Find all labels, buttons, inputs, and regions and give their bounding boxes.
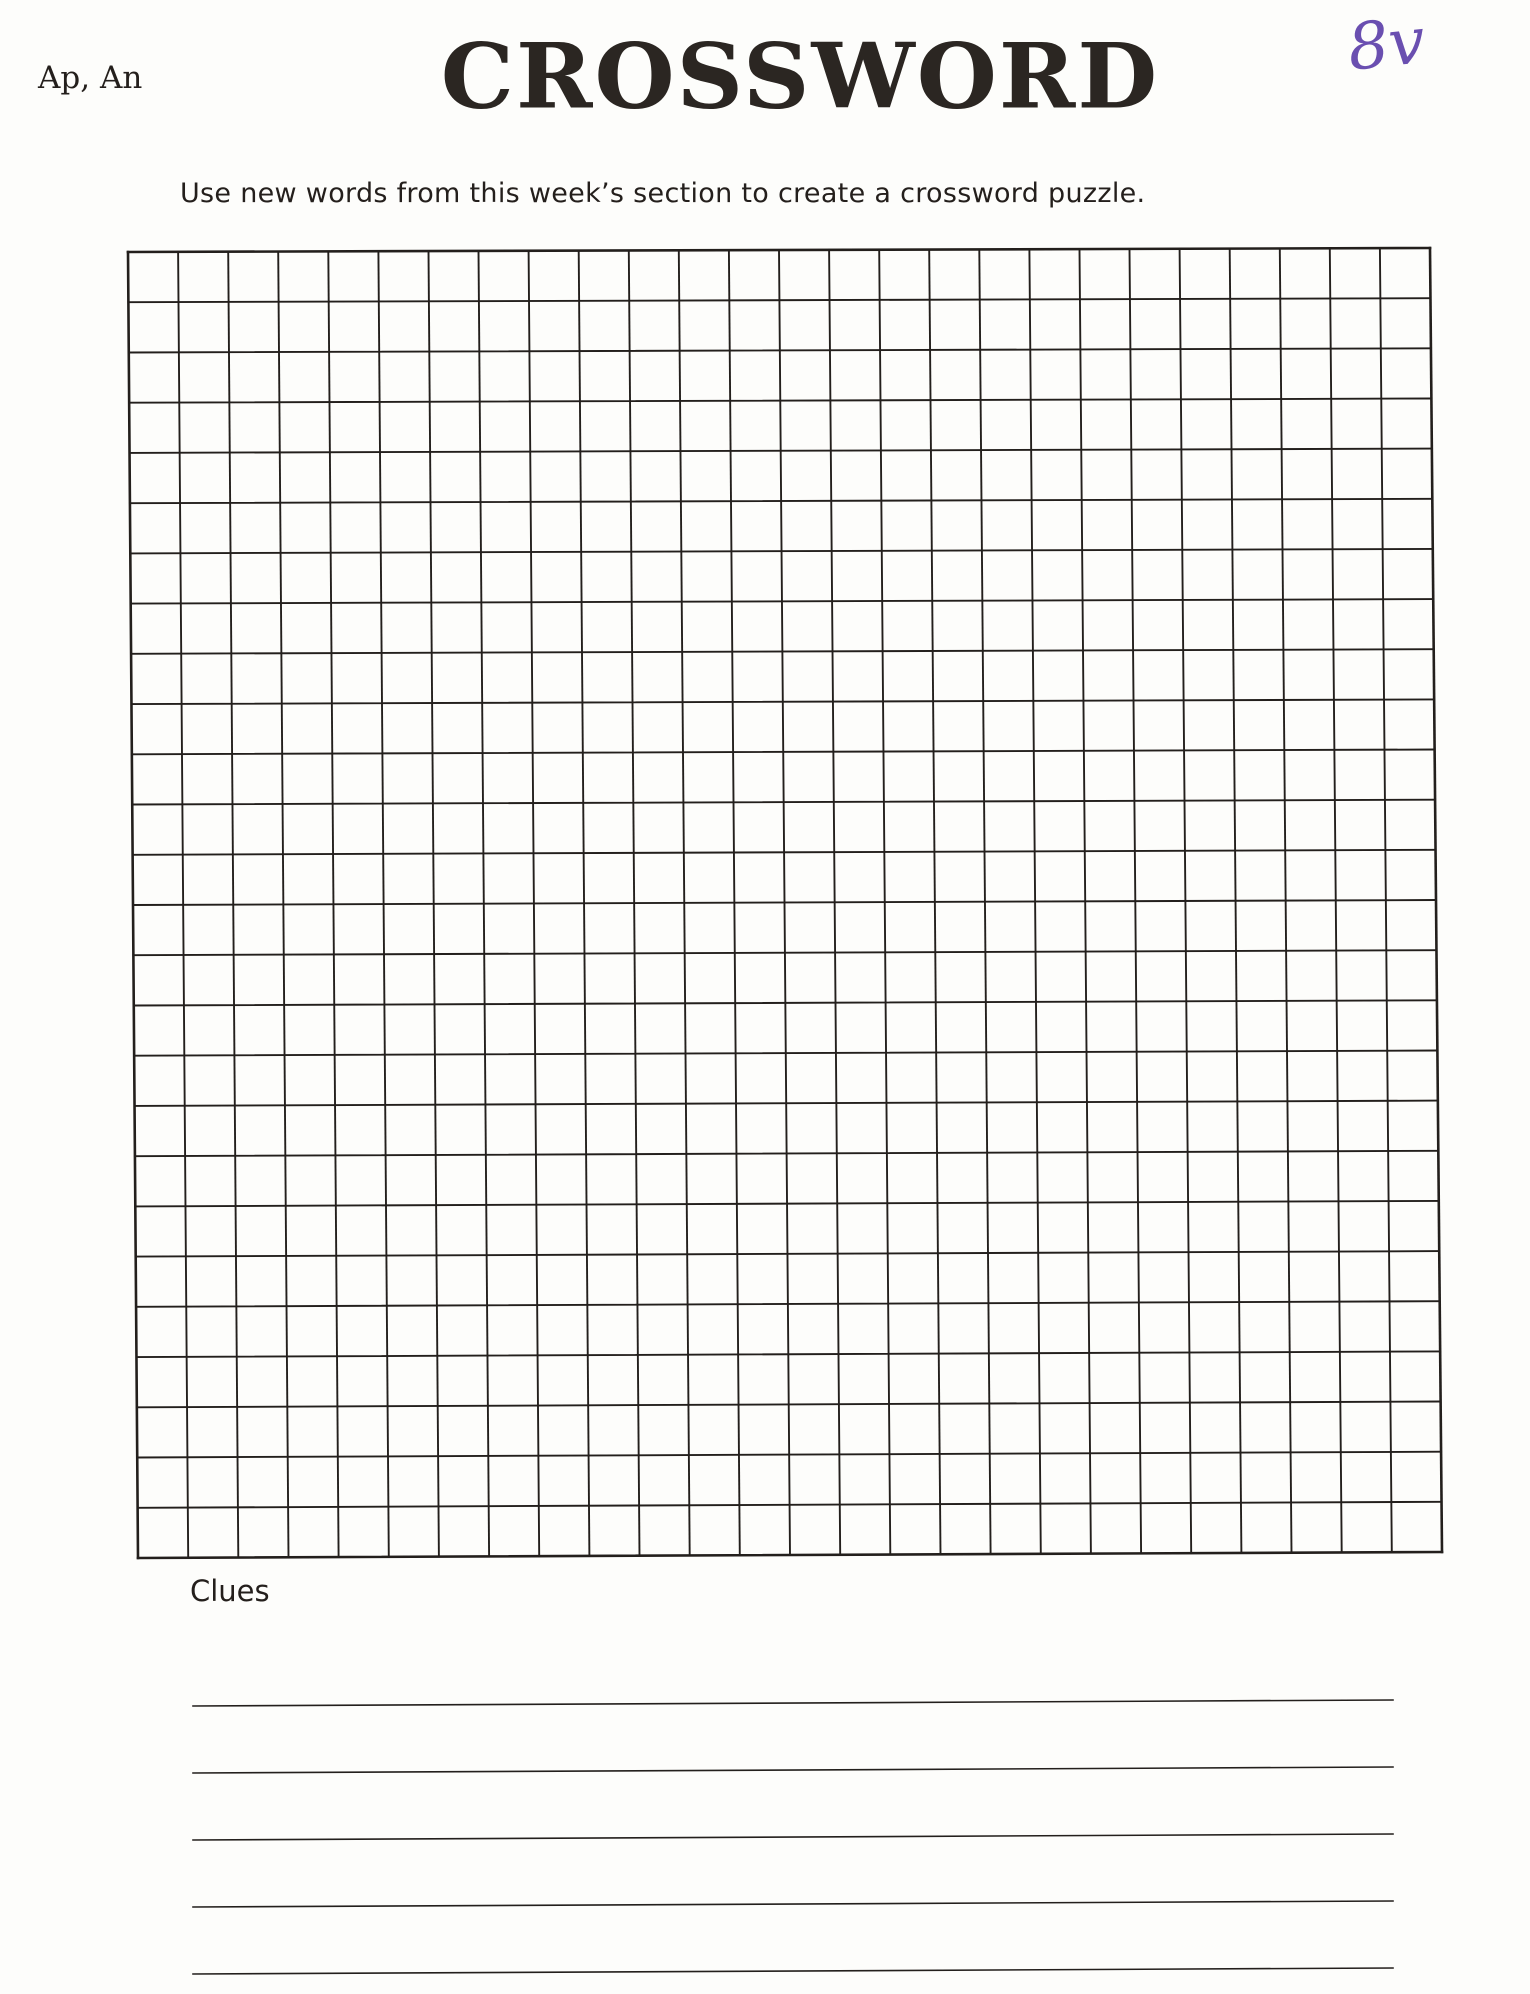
- grid-column-line: [429, 251, 439, 1557]
- grid-column-line: [278, 252, 288, 1558]
- grid-row-line: [130, 549, 1433, 554]
- clue-writing-line: [193, 1968, 1393, 1974]
- grid-column-line: [729, 250, 740, 1555]
- grid-column-line: [228, 252, 238, 1558]
- grid-column-line: [1330, 248, 1342, 1552]
- grid-row-line: [129, 399, 1431, 403]
- grid-row-line: [138, 1502, 1442, 1508]
- grid-column-line: [1029, 249, 1040, 1554]
- grid-row-line: [134, 1000, 1437, 1005]
- grid-column-line: [479, 251, 490, 1557]
- grid-column-line: [1380, 248, 1392, 1552]
- grid-border-line: [1430, 248, 1442, 1552]
- grid-row-line: [134, 1051, 1437, 1056]
- grid-column-line: [378, 251, 388, 1557]
- grid-column-line: [1130, 249, 1142, 1554]
- instructions-text: Use new words from this week’s section to create a crossword puzzle.: [180, 178, 1146, 209]
- grid-row-line: [133, 950, 1436, 955]
- clue-writing-line: [193, 1901, 1393, 1907]
- grid-row-line: [130, 499, 1432, 503]
- grid-column-line: [1280, 249, 1292, 1553]
- grid-column-line: [779, 250, 790, 1555]
- clues-heading: Clues: [190, 1574, 270, 1608]
- grid-row-line: [135, 1101, 1438, 1106]
- grid-row-line: [137, 1452, 1441, 1458]
- grid-row-line: [131, 599, 1434, 604]
- grid-column-line: [1230, 249, 1242, 1553]
- grid-row-line: [133, 900, 1436, 905]
- grid-column-line: [879, 250, 890, 1555]
- grid-row-line: [133, 850, 1436, 855]
- grid-column-line: [579, 251, 590, 1556]
- grid-border-line: [138, 1552, 1442, 1558]
- grid-column-line: [1080, 249, 1091, 1554]
- grid-row-line: [130, 449, 1432, 453]
- grid-column-line: [679, 250, 690, 1555]
- grid-column-line: [629, 251, 640, 1556]
- clue-writing-line: [193, 1700, 1393, 1706]
- grid-column-line: [328, 251, 338, 1557]
- grid-row-line: [135, 1151, 1438, 1156]
- section-code: Ap, An: [38, 60, 143, 96]
- grid-row-line: [132, 699, 1435, 704]
- grid-row-line: [132, 750, 1435, 755]
- grid-row-line: [136, 1301, 1440, 1307]
- handwritten-grade-mark: 8v: [1344, 4, 1429, 86]
- grid-row-line: [132, 800, 1435, 805]
- grid-row-line: [128, 298, 1430, 302]
- grid-border-line: [128, 252, 138, 1558]
- grid-border-line: [128, 248, 1430, 252]
- grid-column-line: [979, 249, 990, 1554]
- grid-column-line: [929, 250, 940, 1555]
- grid-column-line: [829, 250, 840, 1555]
- grid-row-line: [131, 649, 1434, 654]
- clue-writing-line: [193, 1834, 1393, 1840]
- grid-row-line: [129, 348, 1431, 352]
- grid-column-line: [178, 252, 188, 1558]
- clue-writing-line: [193, 1767, 1393, 1773]
- grid-row-line: [137, 1351, 1441, 1357]
- grid-row-line: [136, 1251, 1440, 1257]
- grid-column-line: [529, 251, 540, 1556]
- page-title: CROSSWORD: [440, 23, 1160, 129]
- grid-row-line: [135, 1201, 1439, 1207]
- grid-column-line: [1180, 249, 1192, 1553]
- grid-row-line: [137, 1402, 1441, 1408]
